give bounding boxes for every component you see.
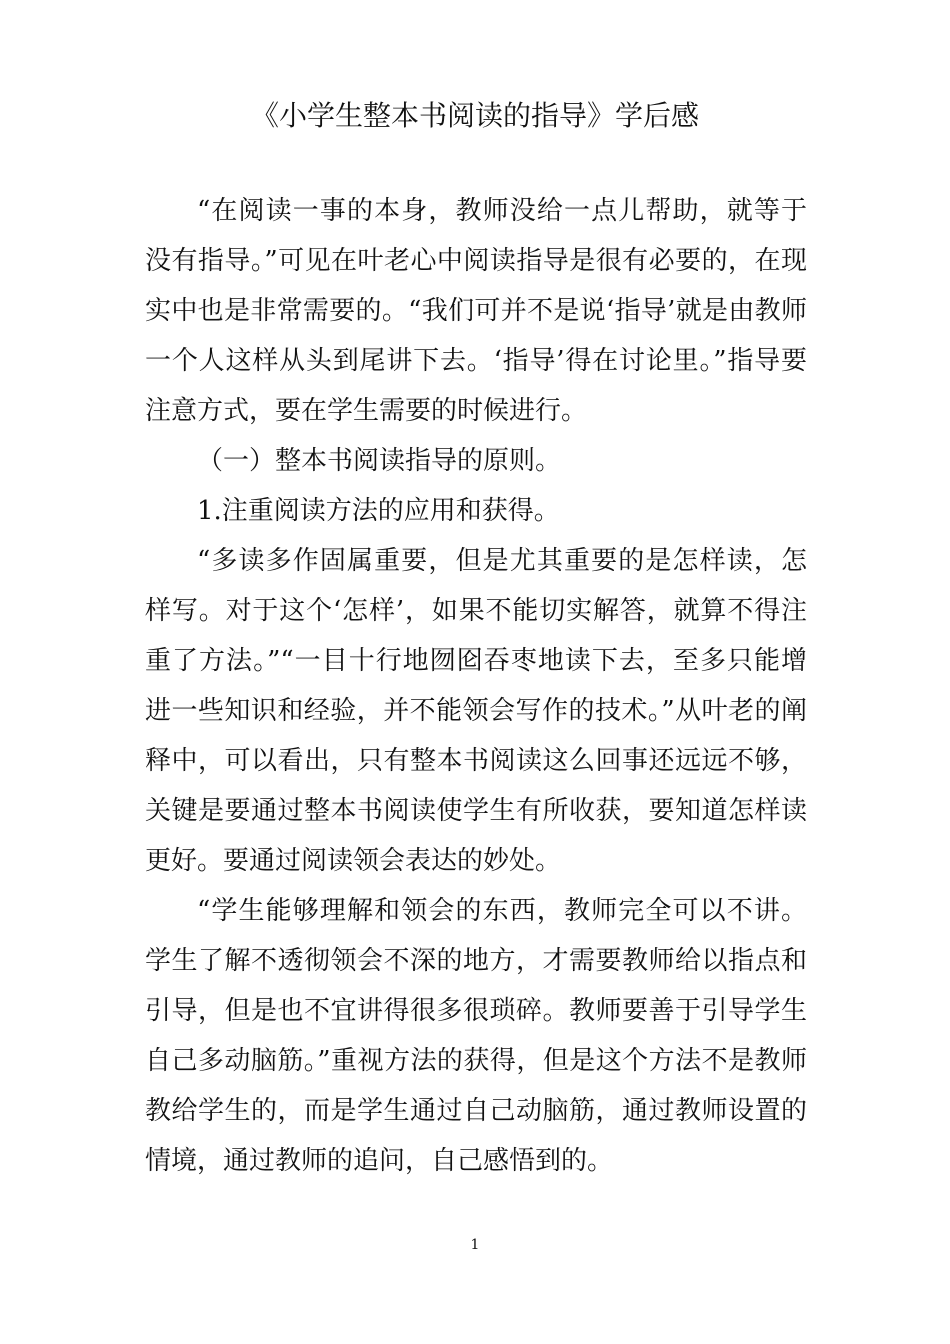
subsection-heading: 1.注重阅读方法的应用和获得。 [197, 496, 560, 526]
page-title: 《小学生整本书阅读的指导》学后感 [250, 99, 699, 132]
page-number: 1 [470, 1237, 480, 1253]
paragraph-reading-method: “多读多作固属重要，但是尤其重要的是怎样读，怎样写。对于这个‘怎样’，如果不能切实解答，就算不得注重了方法。”“一目十行地囫囵吞枣地读下去，至多只能增进一些知识和经验，并不能领会写作的技术。”从叶老的阐释中，可以看出，只有整本书阅读这么回事还远远不够，关键是要通过整本书阅读使学生有所收获，要知道怎样读更好。要通过阅读领会表达的妙处。 [145, 546, 807, 876]
section-heading: （一）整本书阅读指导的原则。 [197, 446, 562, 476]
document-body [145, 186, 807, 1186]
paragraph-intro: “在阅读一事的本身，教师没给一点儿帮助，就等于没有指导。”可见在叶老心中阅读指导是很有必要的，在现实中也是非常需要的。“我们可并不是说‘指导’就是由教师一个人这样从头到尾讲下去。‘指导’得在讨论里。”指导要注意方式，要在学生需要的时候进行。 [145, 196, 807, 426]
paragraph-teacher-guidance: “学生能够理解和领会的东西，教师完全可以不讲。学生了解不透彻领会不深的地方，才需要教师给以指点和引导，但是也不宜讲得很多很琐碎。教师要善于引导学生自己多动脑筋。”重视方法的获得，但是这个方法不是教师教给学生的，而是学生通过自己动脑筋，通过教师设置的情境，通过教师的追问，自己感悟到的。 [145, 896, 807, 1176]
